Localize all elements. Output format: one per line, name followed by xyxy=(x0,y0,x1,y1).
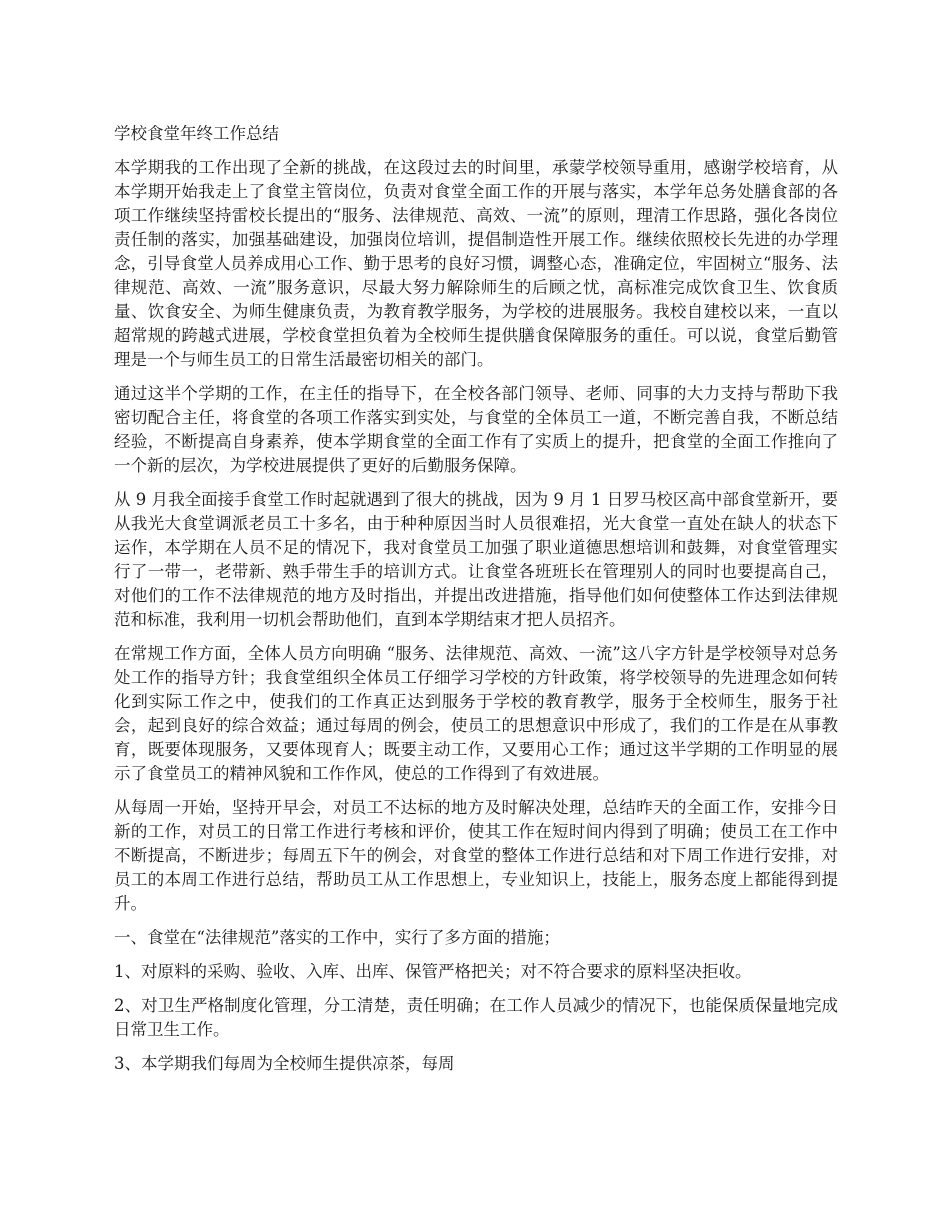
paragraph-september-challenge: 从 9 月我全面接手食堂工作时起就遇到了很大的挑战，因为 9 月 1 日罗马校区高中部食堂新开，要从我光大食堂调派老员工十多名，由于种种原因当时人员很难招，光大食堂一直处在缺人的状态下运作，本学期在人员不足的情况下，我对食堂员工加强了职业道德思想培训和鼓舞，对食堂管理实行了一带一，老带新、熟手带生手的培训方式。让食堂各班班长在管理别人的同时也要提高自己，对他们的工作不法律规范的地方及时指出，并提出改进措施，指导他们如何使整体工作达到法律规范和标准，我利用一切机会帮助他们，直到本学期结束才把人员招齐。 xyxy=(114,490,838,629)
paragraph-weekly-meetings: 从每周一开始，坚持开早会，对员工不达标的地方及时解决处理，总结昨天的全面工作，安排今日新的工作，对员工的日常工作进行考核和评价，使其工作在短时间内得到了明确；使员工在工作中不断提高，不断进步；每周五下午的例会，对食堂的整体工作进行总结和对下周工作进行安排，对员工的本周工作进行总结，帮助员工从工作思想上，专业知识上，技能上，服务态度上都能得到提升。 xyxy=(114,798,838,913)
list-item-herbal-tea: 3、本学期我们每周为全校师生提供凉茶，每周 xyxy=(114,1054,455,1073)
paragraph-semester-work: 通过这半个学期的工作，在主任的指导下，在全校各部门领导、老师、同事的大力支持与帮助下我密切配合主任，将食堂的各项工作落实到实处，与食堂的全体员工一道，不断完善自我，不断总结经验，不断提高自身素养，使本学期食堂的全面工作有了实质上的提升，把食堂的全面工作推向了一个新的层次，为学校进展提供了更好的后勤服务保障。 xyxy=(114,384,838,475)
paragraph-intro: 本学期我的工作出现了全新的挑战，在这段过去的时间里，承蒙学校领导重用，感谢学校培育，从本学期开始我走上了食堂主管岗位，负责对食堂全面工作的开展与落实，本学年总务处膳食部的各项工作继续坚持雷校长提出的“服务、法律规范、高效、一流”的原则，理清工作思路，强化各岗位责任制的落实，加强基础建设，加强岗位培训，提倡制造性开展工作。继续依照校长先进的办学理念，引导食堂人员养成用心工作、勤于思考的良好习惯，调整心态，准确定位，牢固树立“服务、法律规范、高效、一流”服务意识，尽最大努力解除师生的后顾之忧，高标准完成饮食卫生、饮食质量、饮食安全、为师生健康负责，为教育教学服务，为学校的进展服务。我校自建校以来，一直以超常规的跨越式进展，学校食堂担负着为全校师生提供膳食保障服务的重任。可以说，食堂后勤管理是一个与师生员工的日常生活最密切相关的部门。 xyxy=(114,158,838,369)
list-item-hygiene: 2、对卫生严格制度化管理，分工清楚，责任明确；在工作人员减少的情况下，也能保质保量地完成日常卫生工作。 xyxy=(114,996,838,1039)
list-item-procurement: 1、对原料的采购、验收、入库、出库、保管严格把关；对不符合要求的原料坚决拒收。 xyxy=(114,962,752,981)
document-title: 学校食堂年终工作总结 xyxy=(114,124,279,143)
section-heading-measures: 一、食堂在“法律规范”落实的工作中，实行了多方面的措施； xyxy=(114,928,560,947)
document-page xyxy=(114,122,838,1086)
paragraph-routine-work: 在常规工作方面，全体人员方向明确 “服务、法律规范、高效、一流”这八字方针是学校领导对总务处工作的指导方针；我食堂组织全体员工仔细学习学校的方针政策，将学校领导的先进理念如何转化到实际工作之中，使我们的工作真正达到服务于学校的教育教学，服务于全校师生，服务于社会，起到良好的综合效益；通过每周的例会，使员工的思想意识中形成了，我们的工作是在从事教育，既要体现服务，又要体现育人；既要主动工作，又要用心工作；通过这半学期的工作明显的展示了食堂员工的精神风貌和工作作风，使总的工作得到了有效进展。 xyxy=(114,644,838,783)
